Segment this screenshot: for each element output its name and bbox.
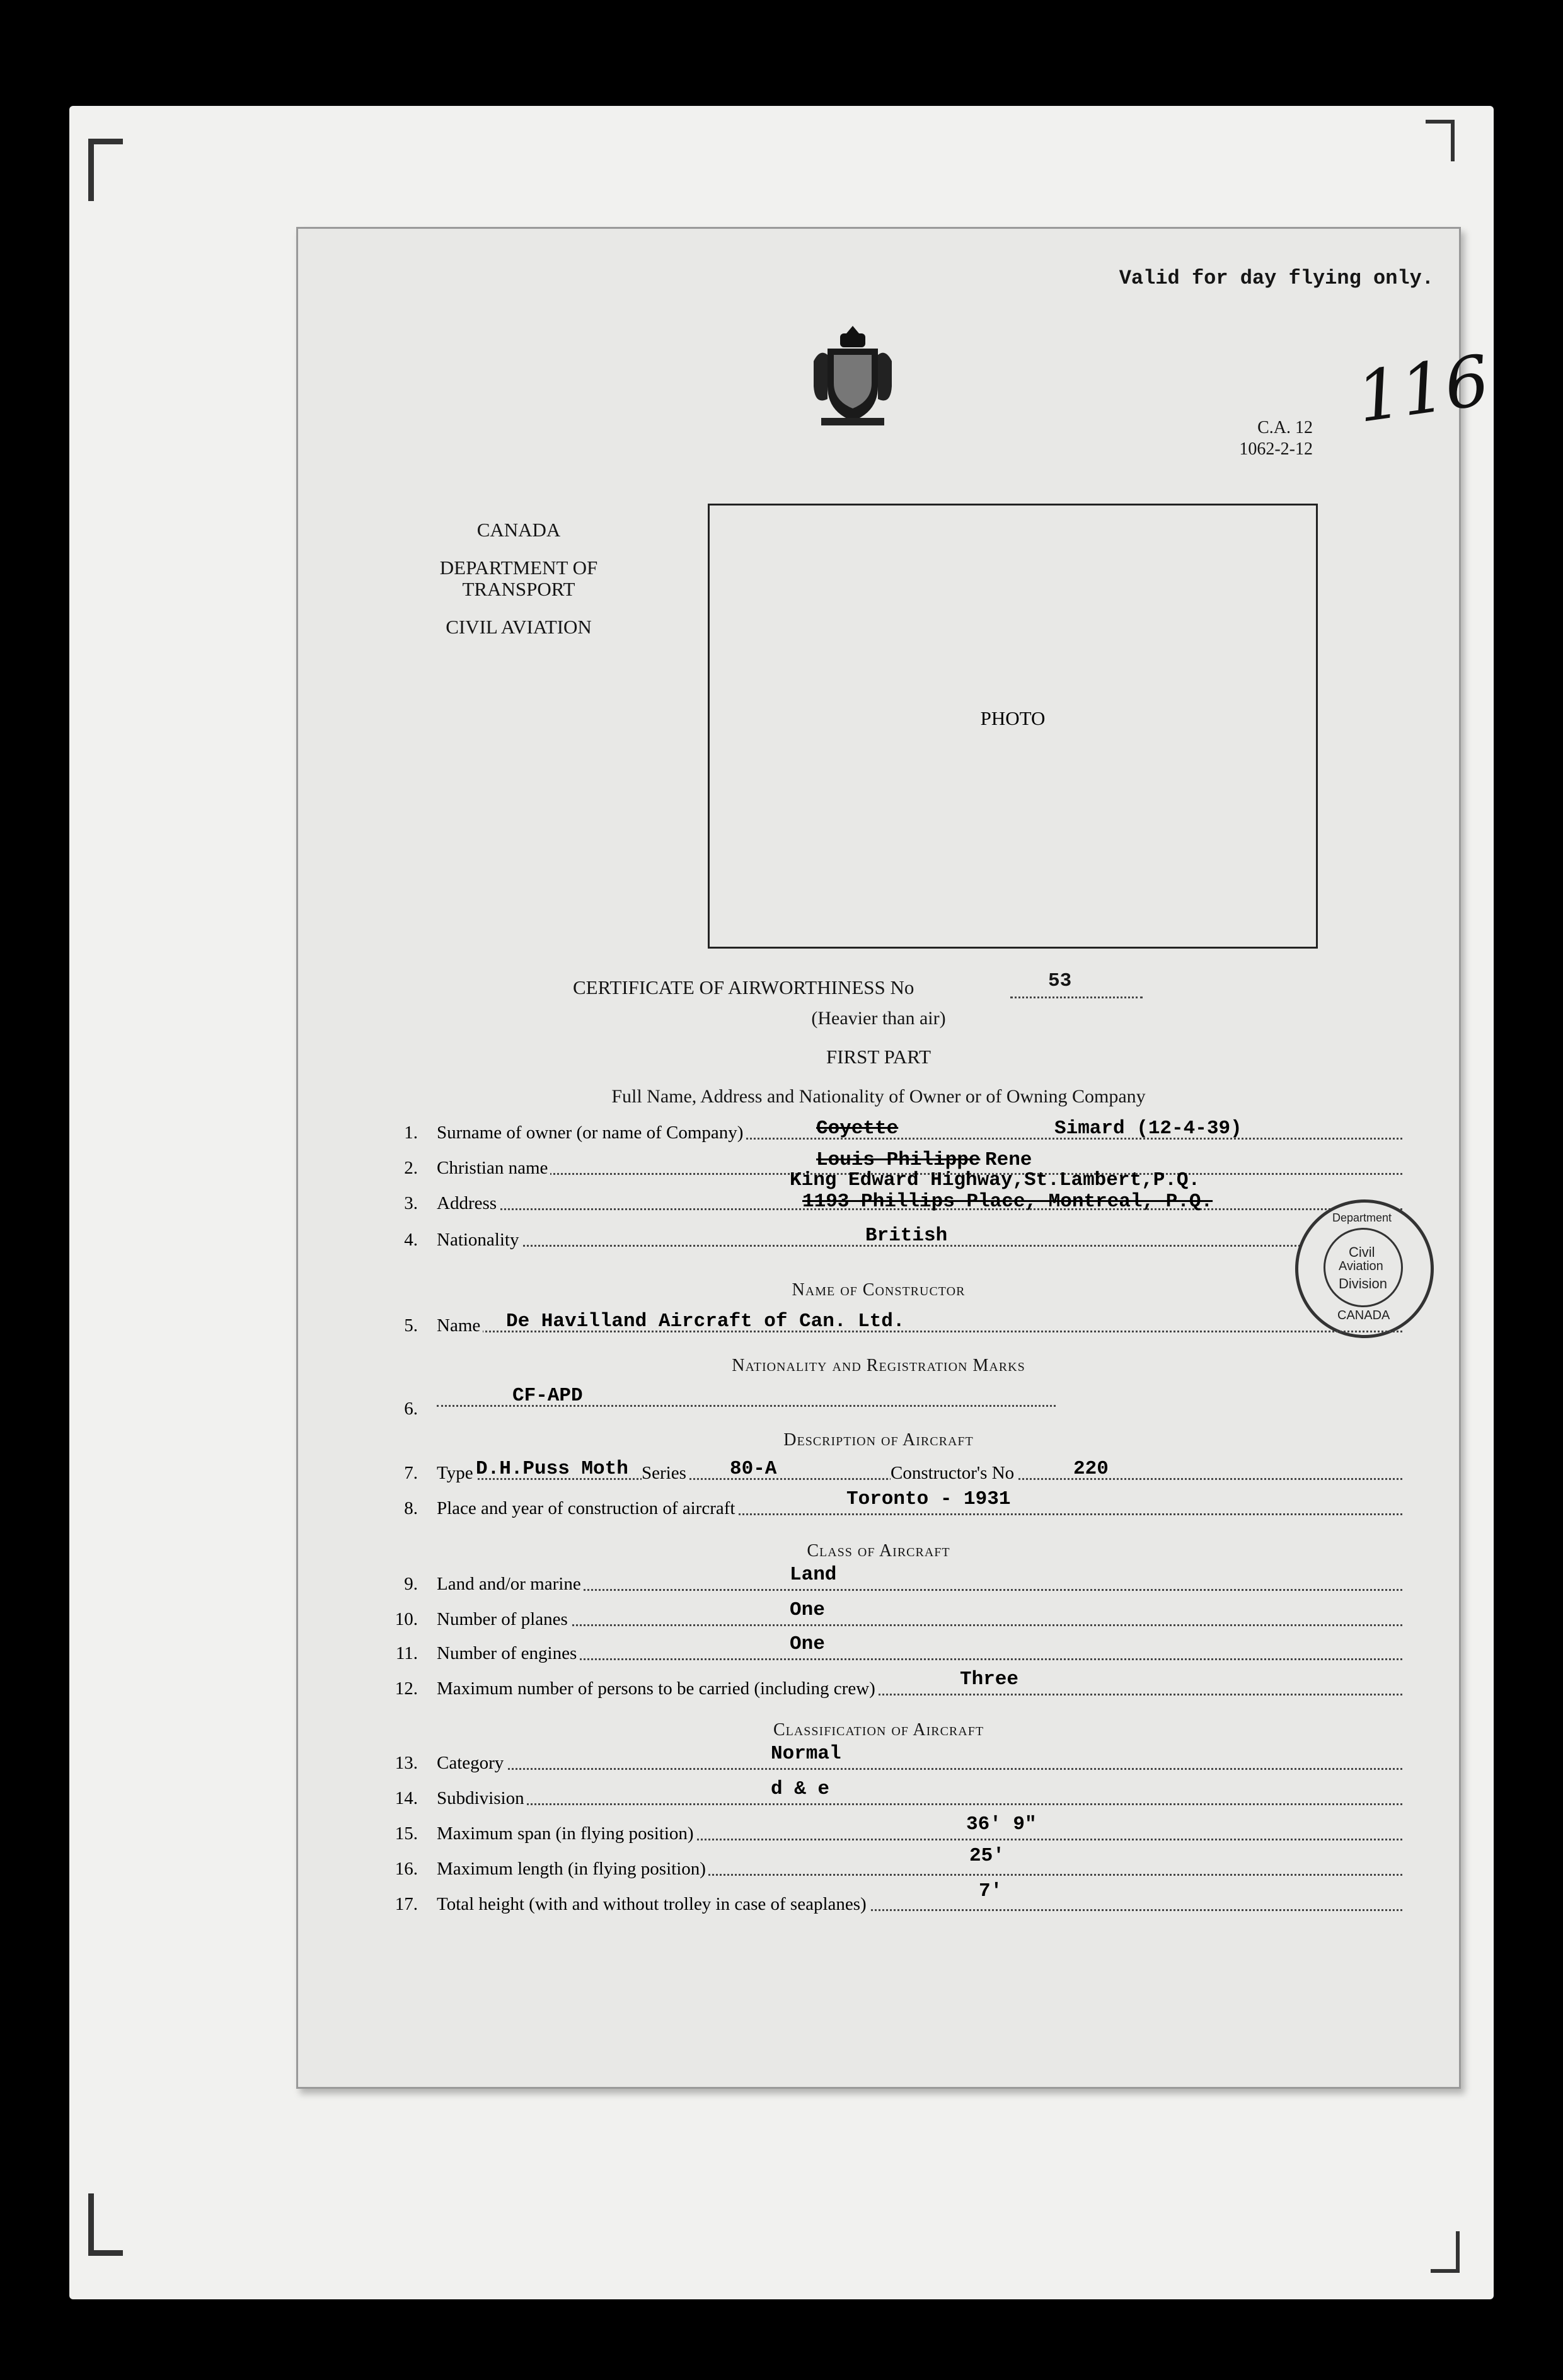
field-row-8 xyxy=(393,1488,1459,1525)
field-value: d & e xyxy=(771,1778,830,1800)
field-label: Type xyxy=(437,1463,476,1484)
field-number: 17. xyxy=(395,1894,418,1914)
field-number: 7. xyxy=(404,1463,418,1483)
field-number: 13. xyxy=(395,1753,418,1773)
form-ref: 1062-2-12 xyxy=(1239,439,1313,459)
stamp-mid-line2: Aviation xyxy=(1339,1259,1383,1273)
field-value: King Edward Highway,St.Lambert,P.Q. xyxy=(790,1169,1201,1191)
field-label: Number of engines xyxy=(437,1643,579,1664)
field-value: Land xyxy=(790,1564,837,1586)
struck-value: 1193 Phillips Place, Montreal, P.Q. xyxy=(802,1191,1213,1213)
photo-box xyxy=(708,504,1318,949)
field-label: Name xyxy=(437,1315,483,1336)
stamp-mid-line1: Civil xyxy=(1349,1244,1375,1260)
agency-department-line1: DEPARTMENT OF xyxy=(439,557,598,579)
section-classification: Classification of Aircraft xyxy=(773,1720,984,1740)
field-number: 5. xyxy=(404,1315,418,1336)
crop-mark-bottom-left xyxy=(88,2193,123,2256)
field-number: 10. xyxy=(395,1609,418,1629)
field-label: Place and year of construction of aircraft xyxy=(437,1498,737,1519)
field-label: Maximum length (in flying position) xyxy=(437,1859,708,1880)
field-value: 36' 9" xyxy=(966,1813,1037,1835)
field-row-17 xyxy=(393,1880,1459,1921)
field-label: Total height (with and without trolley in case of seaplanes) xyxy=(437,1894,869,1915)
series-label: Series xyxy=(642,1463,689,1484)
field-number: 1. xyxy=(404,1123,418,1143)
field-value: 25' xyxy=(969,1845,1005,1867)
crop-mark-top-left xyxy=(88,139,123,201)
field-number: 2. xyxy=(404,1158,418,1178)
stamp-top-text: Department xyxy=(1332,1211,1392,1224)
photo-label: PHOTO xyxy=(980,707,1046,729)
field-number: 14. xyxy=(395,1788,418,1808)
field-number: 11. xyxy=(395,1643,418,1663)
certificate-subtitle: (Heavier than air) xyxy=(811,1008,946,1029)
registration-mark: CF-APD xyxy=(512,1385,583,1407)
field-number: 3. xyxy=(404,1193,418,1213)
field-label: Number of planes xyxy=(437,1609,570,1630)
field-label: Maximum span (in flying position) xyxy=(437,1823,696,1844)
field-value: Toronto - 1931 xyxy=(846,1488,1011,1510)
constructors-no-label: Constructor's No xyxy=(891,1463,1017,1484)
field-label: Category xyxy=(437,1753,506,1774)
cert-number-dots xyxy=(1010,996,1143,998)
field-row-9 xyxy=(393,1564,1459,1600)
field-value: One xyxy=(790,1633,825,1655)
field-row-15 xyxy=(393,1813,1459,1850)
field-row-6 xyxy=(393,1385,1459,1419)
field-row-16 xyxy=(393,1845,1459,1885)
field-number: 15. xyxy=(395,1823,418,1844)
field-number: 6. xyxy=(404,1399,418,1419)
field-row-12 xyxy=(393,1668,1459,1705)
field-row-1 xyxy=(393,1118,1459,1149)
section-constructor: Name of Constructor xyxy=(792,1280,966,1300)
field-row-3 xyxy=(393,1169,1459,1220)
field-row-10 xyxy=(393,1599,1459,1636)
owner-heading: Full Name, Address and Nationality of Owner or of Owning Company xyxy=(611,1086,1146,1107)
field-value: One xyxy=(790,1599,825,1621)
aircraft-type: D.H.Puss Moth xyxy=(476,1458,628,1480)
field-row-7 xyxy=(393,1458,1459,1489)
field-label: Surname of owner (or name of Company) xyxy=(437,1123,746,1143)
field-label: Christian name xyxy=(437,1158,550,1179)
field-label: Subdivision xyxy=(437,1788,527,1809)
field-label: Land and/or marine xyxy=(437,1574,584,1595)
series-value: 80-A xyxy=(730,1458,777,1480)
certificate-part: FIRST PART xyxy=(826,1046,931,1068)
field-number: 8. xyxy=(404,1498,418,1518)
field-value: Rene xyxy=(985,1149,1032,1171)
coat-of-arms-icon xyxy=(809,323,897,430)
field-value: De Havilland Aircraft of Can. Ltd. xyxy=(506,1310,905,1332)
field-label: Maximum number of persons to be carried (including crew) xyxy=(437,1678,878,1699)
handwritten-page-number: 116 xyxy=(1352,340,1494,438)
agency-branch: CIVIL AVIATION xyxy=(446,616,592,638)
certificate-title: CERTIFICATE OF AIRWORTHINESS No xyxy=(573,976,914,998)
field-number: 16. xyxy=(395,1859,418,1879)
field-row-5 xyxy=(393,1310,1459,1342)
field-number: 12. xyxy=(395,1678,418,1699)
struck-value: Coyette xyxy=(816,1118,899,1140)
certificate-sheet xyxy=(296,227,1494,2089)
field-value: Three xyxy=(960,1668,1019,1690)
field-value: British xyxy=(865,1225,948,1247)
field-row-14 xyxy=(393,1778,1459,1815)
form-code: C.A. 12 xyxy=(1257,418,1313,437)
field-number: 9. xyxy=(404,1574,418,1594)
crop-mark-bottom-right xyxy=(1431,2231,1460,2273)
stamp-bottom-text: CANADA xyxy=(1337,1308,1390,1322)
section-description: Description of Aircraft xyxy=(783,1430,974,1450)
section-registration: Nationality and Registration Marks xyxy=(732,1356,1025,1375)
certificate-number: 53 xyxy=(1048,970,1072,992)
crop-mark-top-right xyxy=(1426,120,1455,161)
field-label: Nationality xyxy=(437,1230,521,1251)
section-class: Class of Aircraft xyxy=(807,1541,950,1561)
stamp-mid-line3: Division xyxy=(1339,1276,1388,1291)
struck-value: Louis Philippe xyxy=(816,1149,981,1171)
field-number: 4. xyxy=(404,1230,418,1250)
field-label: Address xyxy=(437,1193,499,1214)
field-row-13 xyxy=(393,1743,1459,1779)
field-value: 7' xyxy=(979,1880,1003,1902)
validity-note: Valid for day flying only. xyxy=(1119,267,1434,290)
field-value: Normal xyxy=(771,1743,841,1765)
agency-department-line2: TRANSPORT xyxy=(462,578,575,600)
field-row-11 xyxy=(393,1633,1459,1670)
constructors-no-value: 220 xyxy=(1073,1458,1109,1480)
field-value: Simard (12-4-39) xyxy=(1054,1118,1242,1140)
agency-country: CANADA xyxy=(476,519,561,541)
